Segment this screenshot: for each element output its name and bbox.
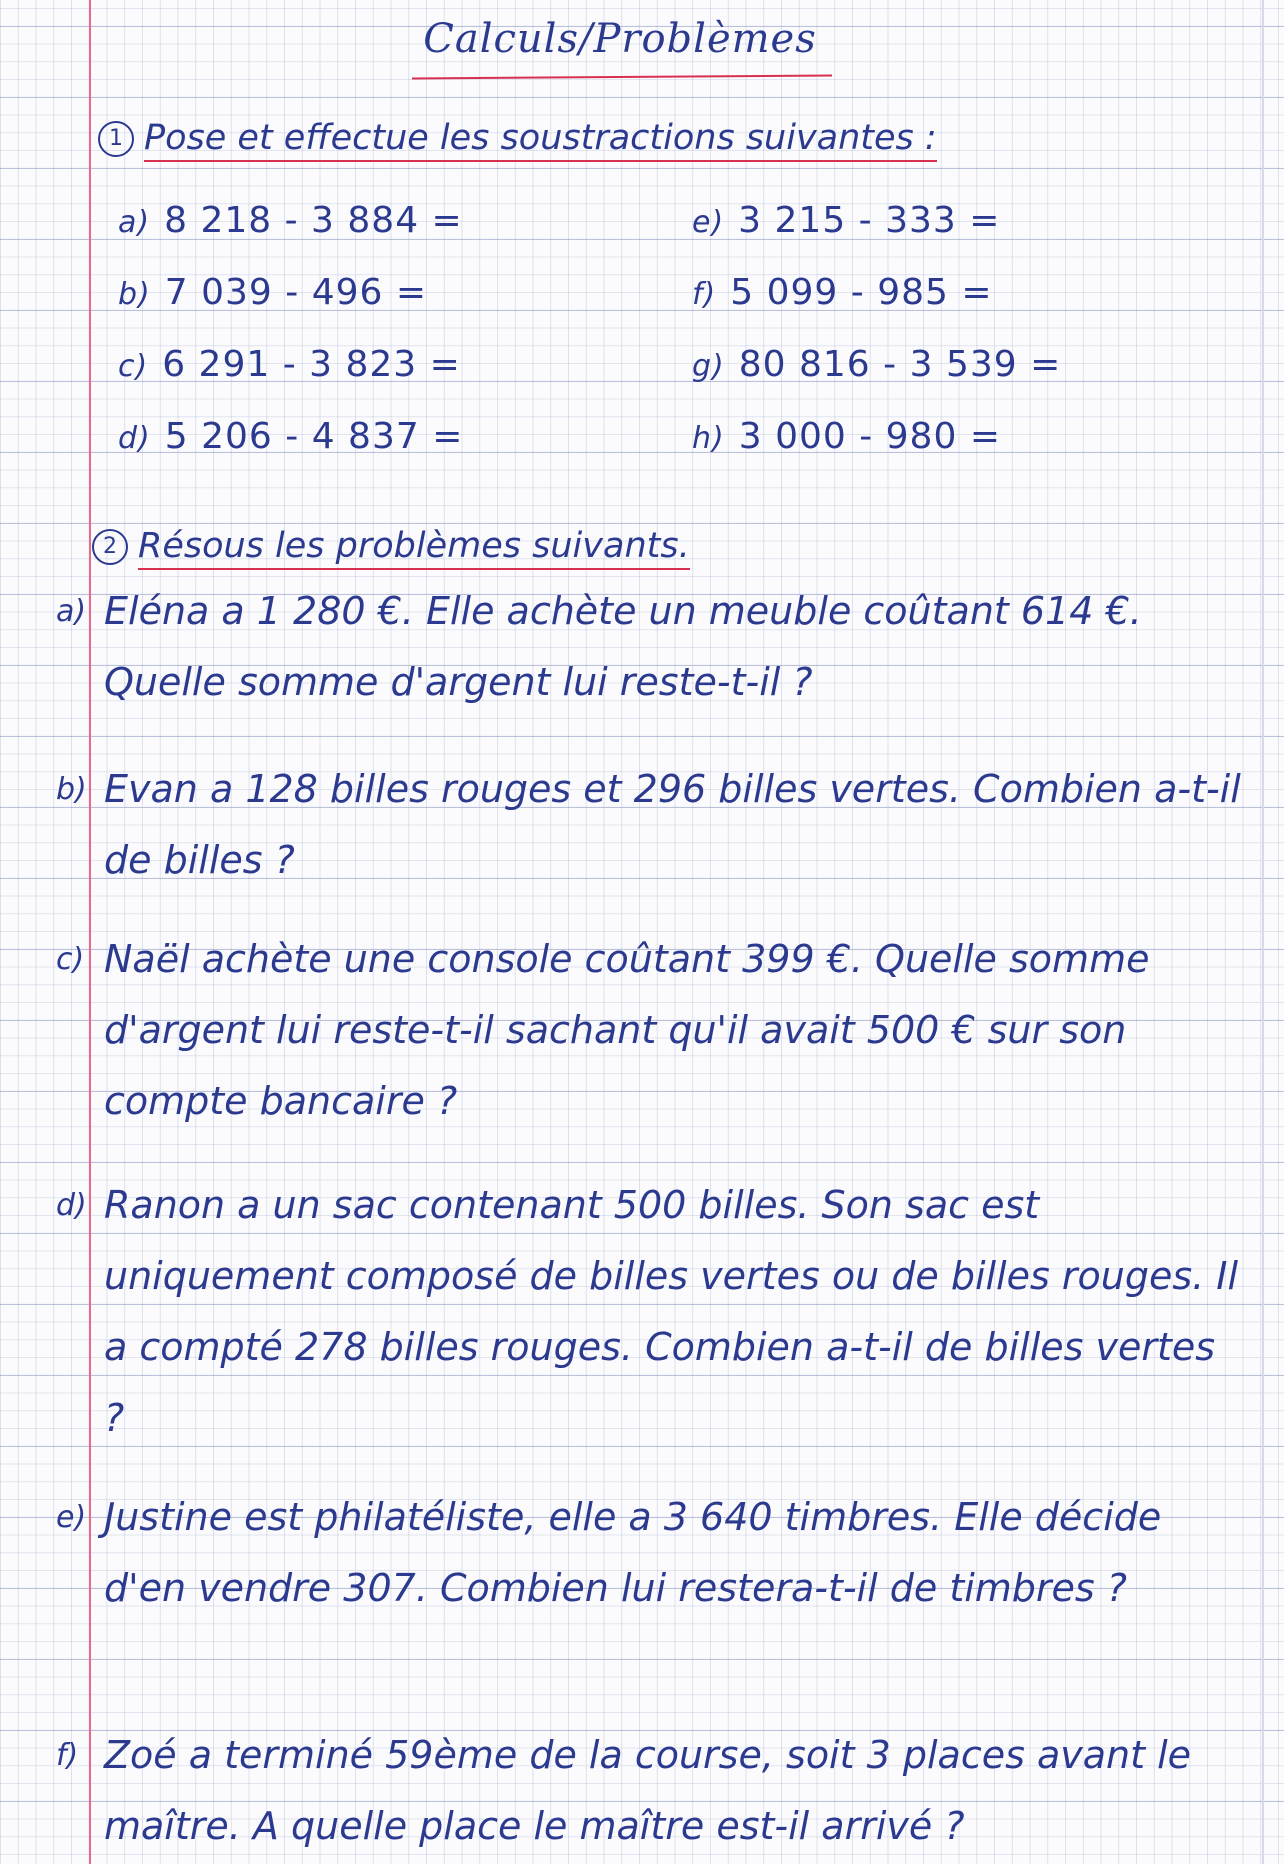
exercise-label: g) (692, 349, 725, 384)
problem-c (56, 924, 1246, 1137)
problem-f (56, 1720, 1246, 1862)
section1-heading (98, 118, 937, 158)
exercise-expression: 8 218 - 3 884 = (164, 200, 463, 241)
exercise-label: h) (692, 421, 725, 456)
problem-b (56, 754, 1246, 896)
exercise-item (118, 344, 461, 385)
section1-number: 1 (98, 121, 134, 157)
problem-d (56, 1170, 1246, 1454)
exercise-expression: 3 000 - 980 = (738, 416, 1001, 457)
exercise-label: c) (118, 349, 149, 384)
exercise-item (692, 200, 1000, 241)
section2-number: 2 (92, 529, 128, 565)
problem-label: c) (56, 942, 85, 977)
exercise-expression: 7 039 - 496 = (164, 272, 428, 313)
problem-label: d) (56, 1188, 87, 1223)
exercise-label: e) (692, 205, 725, 240)
problem-text: Zoé a terminé 59ème de la course, soit 3 places avant le maître. A quelle place le maître est-il arrivé ? (104, 1733, 1192, 1848)
problem-label: e) (56, 1500, 87, 1535)
section1-heading-text: Pose et effectue les soustractions suivantes : (144, 118, 937, 162)
exercise-label: b) (118, 277, 151, 312)
exercise-item (118, 416, 463, 457)
title-underline (412, 75, 832, 80)
problem-text: Ranon a un sac contenant 500 billes. Son sac est uniquement composé de billes vertes ou de billes rouges. Il a compté 278 billes rouges. Combien a-t-il de billes vertes ? (104, 1183, 1239, 1440)
problem-label: f) (56, 1738, 79, 1773)
exercise-expression: 5 099 - 985 = (730, 272, 993, 313)
exercise-item (118, 272, 427, 313)
problem-label: a) (56, 594, 87, 629)
exercise-item (118, 200, 463, 241)
exercise-item (692, 272, 993, 313)
section2-heading (92, 526, 690, 566)
section2-heading-text: Résous les problèmes suivants. (138, 526, 690, 570)
problem-a (56, 576, 1246, 718)
exercise-label: a) (118, 205, 151, 240)
page-title: Calculs/Problèmes (423, 16, 817, 62)
exercise-expression: 80 816 - 3 539 = (738, 344, 1062, 385)
problem-label: b) (56, 772, 87, 807)
page-edge (1262, 0, 1264, 1864)
exercise-expression: 6 291 - 3 823 = (162, 344, 461, 385)
exercise-label: d) (118, 421, 151, 456)
exercise-item (692, 416, 1001, 457)
problem-e (56, 1482, 1246, 1624)
exercise-item (692, 344, 1061, 385)
exercise-label: f) (692, 277, 717, 312)
problem-text: Eléna a 1 280 €. Elle achète un meuble coûtant 614 €. Quelle somme d'argent lui reste-t-il ? (104, 589, 1142, 704)
exercise-expression: 5 206 - 4 837 = (164, 416, 464, 457)
problem-text: Justine est philatéliste, elle a 3 640 timbres. Elle décide d'en vendre 307. Combien lui restera-t-il de timbres ? (104, 1495, 1162, 1610)
problem-text: Naël achète une console coûtant 399 €. Quelle somme d'argent lui reste-t-il sachant qu'il avait 500 € sur son compte bancaire ? (104, 937, 1150, 1123)
problem-text: Evan a 128 billes rouges et 296 billes vertes. Combien a-t-il de billes ? (104, 767, 1241, 882)
exercise-expression: 3 215 - 333 = (738, 200, 1001, 241)
